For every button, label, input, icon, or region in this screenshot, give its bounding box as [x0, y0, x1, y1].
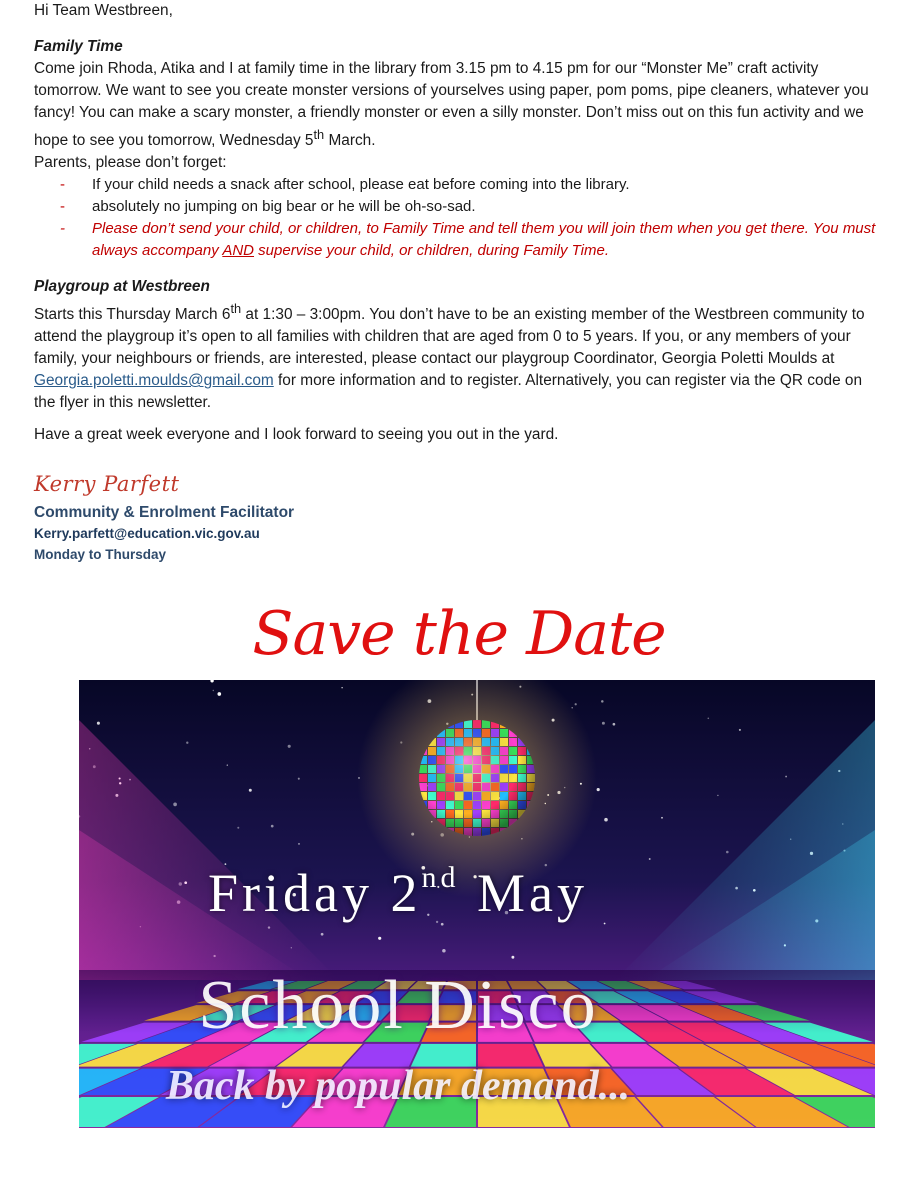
star — [271, 825, 274, 828]
star — [298, 843, 300, 845]
star — [739, 729, 741, 731]
list-item: - absolutely no jumping on big bear or he will be oh-so-sad. — [60, 196, 884, 218]
list-item: - If your child needs a snack after school, please eat before coming into the library. — [60, 174, 884, 196]
signature-name: Kerry Parfett — [34, 472, 180, 497]
event-date: Friday 2nd May — [208, 861, 588, 923]
event-title: School Disco — [198, 967, 598, 1044]
star — [726, 851, 729, 854]
star — [575, 703, 577, 705]
event-tagline: Back by popular demand... — [165, 1063, 631, 1109]
star — [707, 717, 709, 719]
star — [785, 776, 787, 778]
family-time-heading: Family Time — [34, 38, 123, 55]
signature-email: Kerry.parfett@education.vic.gov.au — [34, 526, 260, 542]
warning-item: - Please don’t send your child, or children, to Family Time and tell them you will join them when you get there. You must always accompany AND supervise your child, or children, during Family Time. — [60, 220, 876, 260]
star — [227, 764, 228, 765]
star — [613, 723, 616, 726]
star — [661, 817, 663, 819]
closing-line: Have a great week everyone and I look forward to seeing you out in the yard. — [34, 426, 559, 444]
star — [378, 937, 381, 940]
star — [717, 795, 718, 796]
playgroup-heading: Playgroup at Westbreen — [34, 278, 210, 296]
star — [237, 827, 239, 829]
star — [321, 933, 324, 936]
dash-bullet-icon: - — [60, 220, 65, 238]
dash-bullet-icon: - — [60, 176, 65, 194]
star — [601, 700, 604, 703]
star — [186, 742, 188, 744]
star — [213, 690, 214, 691]
greeting: Hi Team Westbreen, — [34, 2, 173, 19]
newsletter-letter — [34, 0, 884, 566]
reminder-text: Parents, please don’t forget: — [34, 154, 227, 172]
star — [288, 745, 291, 748]
star — [341, 687, 342, 688]
star — [597, 788, 600, 791]
reminder-list — [34, 174, 884, 262]
star — [173, 803, 177, 807]
star — [604, 818, 608, 822]
star — [442, 949, 446, 953]
save-the-date-heading: Save the Date — [252, 599, 666, 669]
signature-days: Monday to Thursday — [34, 547, 167, 563]
family-time-paragraph: Come join Rhoda, Atika and I at family time in the library from 3.15 pm to 4.15 pm for our “Monster Me” craft activity tomorrow. We want to see you create monster versions of yourselves using paper, pom poms, pipe cleaners, whatever you fancy! You can make a scary monster, a friendly monster or even a silly monster. Don’t miss out on this fun activity and we hope to see you tomorrow, Wednesday 5th March. — [34, 60, 869, 150]
star — [97, 722, 100, 725]
playgroup-paragraph: Starts this Thursday March 6th at 1:30 – 3:00pm. You don’t have to be an existing member of the Westbreen community to attend the playgroup it’s open to all families with children that are aged from 0 to 5 years. If you, or any members of your family, your neighbours or friends, are interested, please contact our playgroup Coordinator, Georgia Poletti Moulds at Georgia.poletti.moulds@gmail.com for more information and to register. Alternatively, you can register via the QR code on the flyer in this newsletter. — [34, 301, 865, 412]
star — [511, 956, 514, 959]
star — [602, 722, 605, 725]
star — [249, 789, 252, 792]
star — [298, 778, 300, 780]
playgroup-email-link[interactable]: Georgia.poletti.moulds@gmail.com — [34, 372, 274, 390]
dash-bullet-icon: - — [60, 198, 65, 216]
star — [217, 692, 221, 696]
signature-title: Community & Enrolment Facilitator — [34, 504, 295, 522]
